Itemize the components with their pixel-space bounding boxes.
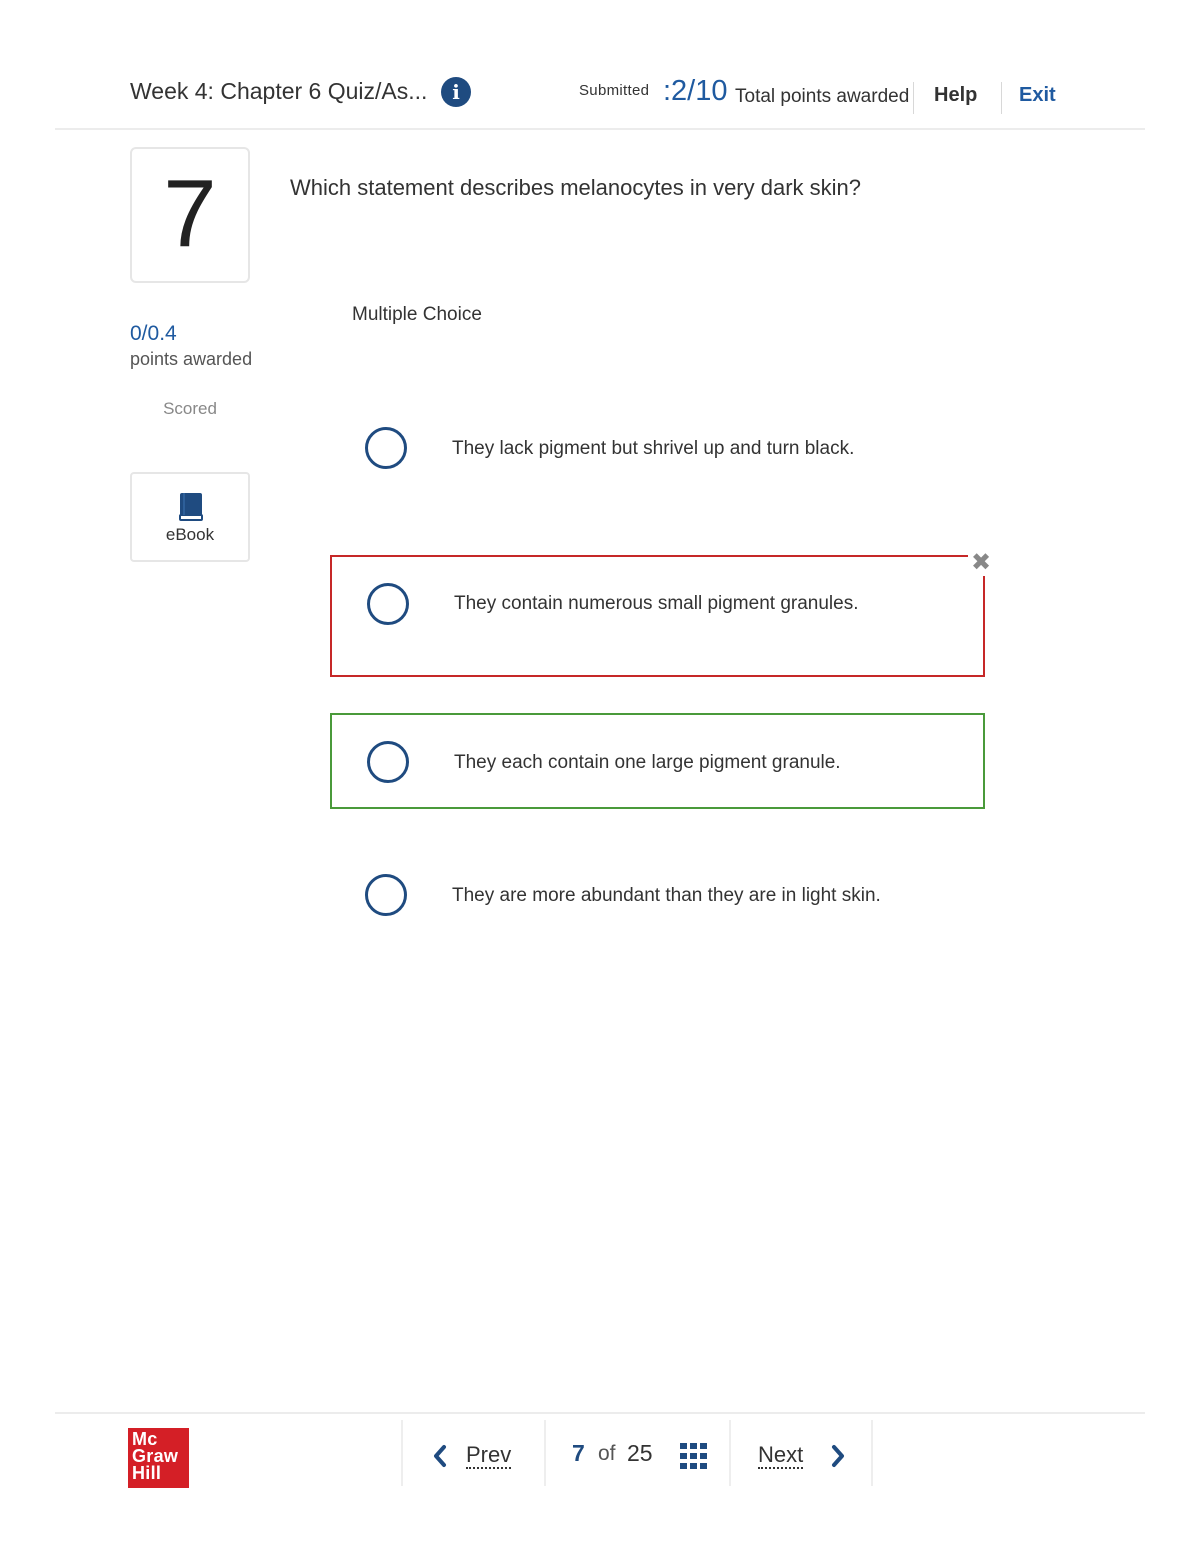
exit-button[interactable]: Exit (1019, 84, 1056, 106)
option-text: They contain numerous small pigment granules. (454, 593, 859, 614)
points-awarded-label: points awarded (130, 349, 253, 369)
logo-line: Graw (132, 1446, 179, 1466)
answer-option[interactable] (330, 420, 985, 500)
radio-button[interactable] (367, 583, 409, 625)
header-divider (913, 82, 914, 114)
scored-label: Scored (163, 399, 217, 418)
answer-option[interactable] (330, 868, 985, 948)
info-icon[interactable]: i (441, 77, 471, 107)
ebook-button[interactable] (130, 472, 250, 562)
next-button[interactable]: Next (758, 1442, 804, 1467)
help-button[interactable]: Help (934, 84, 978, 106)
header-divider (1001, 82, 1002, 114)
submitted-label: Submitted (579, 82, 650, 99)
total-pages: 25 (627, 1440, 653, 1466)
answer-option-correct[interactable] (330, 713, 985, 809)
mcgraw-hill-logo (128, 1428, 189, 1488)
nav-divider (401, 1420, 403, 1486)
book-icon (178, 492, 204, 522)
radio-button[interactable] (367, 741, 409, 783)
logo-line: Hill (132, 1463, 162, 1483)
page-of-label: of (598, 1442, 616, 1465)
ebook-label: eBook (165, 525, 215, 544)
option-text: They lack pigment but shrivel up and turn black. (452, 438, 855, 459)
total-score: :2/10 (663, 75, 728, 107)
chevron-left-icon[interactable] (428, 1441, 452, 1471)
question-type: Multiple Choice (352, 304, 482, 325)
answer-option-incorrect[interactable] (330, 555, 985, 677)
current-page: 7 (572, 1440, 585, 1466)
option-text: They are more abundant than they are in light skin. (452, 885, 881, 906)
question-text: Which statement describes melanocytes in very dark skin? (290, 175, 862, 200)
question-number: 7 (163, 160, 217, 267)
points-awarded-value: 0/0.4 (130, 322, 177, 345)
header-bar (55, 60, 1145, 130)
nav-divider (544, 1420, 546, 1486)
question-number-box (130, 147, 250, 283)
nav-divider (871, 1420, 873, 1486)
incorrect-x-icon: ✖ (968, 550, 994, 576)
nav-divider (729, 1420, 731, 1486)
radio-button[interactable] (365, 874, 407, 916)
footer-divider (55, 1412, 1145, 1414)
prev-button[interactable]: Prev (466, 1442, 512, 1467)
logo-line: Mc (132, 1429, 158, 1449)
radio-button[interactable] (365, 427, 407, 469)
total-points-label: Total points awarded (735, 86, 910, 107)
quiz-title: Week 4: Chapter 6 Quiz/As... (130, 78, 428, 104)
chevron-right-icon[interactable] (826, 1441, 850, 1471)
option-text: They each contain one large pigment granule. (454, 752, 841, 773)
grid-icon[interactable] (680, 1443, 708, 1469)
